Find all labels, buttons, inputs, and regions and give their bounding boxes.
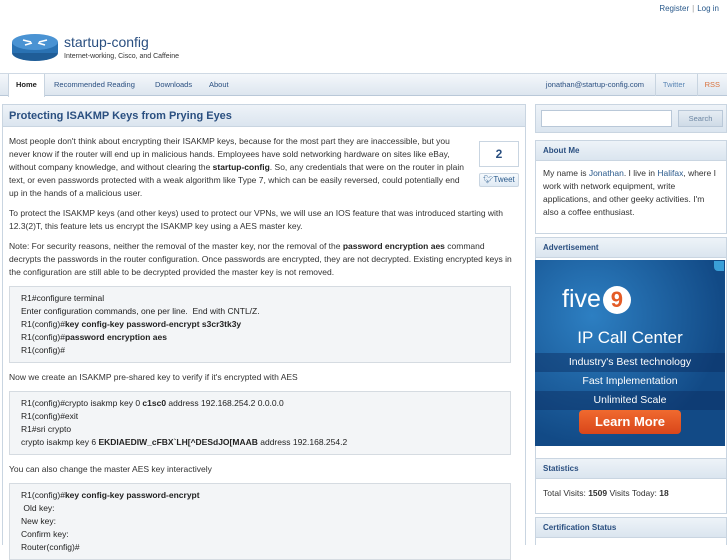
paragraph-note bbox=[9, 240, 519, 279]
ad-headline: IP Call Center bbox=[577, 328, 683, 347]
router-logo-icon[interactable] bbox=[11, 32, 59, 62]
code-line: New key: bbox=[21, 516, 56, 526]
code-line bbox=[21, 489, 499, 502]
ad-line: Industry's Best technology bbox=[535, 353, 725, 372]
text: 9 bbox=[603, 286, 631, 314]
login-link[interactable]: Log in bbox=[697, 4, 719, 13]
code-line: R1(config)# bbox=[21, 345, 65, 355]
text: command decrypts the passwords in the router configuration. Once passwords are encrypted, they are not decrypted. Existing encrypted keys in the configuration are still able to be decrypted provided the master key is not removed. bbox=[9, 241, 512, 277]
code-line bbox=[21, 318, 499, 331]
nav-about[interactable]: About bbox=[209, 80, 229, 89]
ad-brand-logo bbox=[562, 285, 631, 314]
post-title[interactable]: Protecting ISAKMP Keys from Prying Eyes bbox=[9, 110, 232, 122]
text-bold: EKDIAEDIW_cFBX`LH[^DESdJO[MAAB bbox=[98, 437, 258, 447]
code-line bbox=[21, 397, 499, 410]
post-title-bar bbox=[3, 105, 525, 127]
ad-line: Unlimited Scale bbox=[535, 391, 725, 410]
code-line: Confirm key: bbox=[21, 529, 69, 539]
share-widget bbox=[479, 141, 519, 187]
code-line: Old key: bbox=[21, 503, 55, 513]
site-tagline: Internet-working, Cisco, and Caffeine bbox=[64, 53, 180, 60]
text: . I live in bbox=[623, 168, 658, 178]
paragraph-intro bbox=[9, 135, 467, 200]
ad-line: Fast Implementation bbox=[582, 375, 678, 387]
sidebar bbox=[535, 104, 727, 545]
code-line: Enter configuration commands, one per line. End with CNTL/Z. bbox=[21, 306, 260, 316]
paragraph-create-key: Now we create an ISAKMP pre-shared key to verify if it's encrypted with AES bbox=[9, 372, 298, 382]
code-line bbox=[21, 331, 499, 344]
text: Visits Today: bbox=[607, 488, 660, 498]
text-bold: key config-key password-encrypt bbox=[64, 490, 200, 500]
text-bold: startup-config bbox=[212, 162, 270, 172]
code-line: Router(config)# bbox=[21, 542, 80, 552]
visits-today: 18 bbox=[659, 488, 669, 498]
ad-learn-more-button[interactable]: Learn More bbox=[579, 410, 681, 434]
text-bold: key config-key password-encrypt s3cr3tk3y bbox=[64, 319, 242, 329]
nav-email[interactable]: jonathan@startup-config.com bbox=[545, 80, 644, 89]
advertisement-title: Advertisement bbox=[536, 238, 726, 258]
text: R1(config)#crypto isakmp key 0 bbox=[21, 398, 143, 408]
text-bold: password encryption aes bbox=[64, 332, 167, 342]
separator: | bbox=[692, 4, 695, 13]
text: address 192.168.254.2 bbox=[257, 437, 348, 447]
share-count: 2 bbox=[479, 141, 519, 167]
top-bar bbox=[0, 0, 727, 18]
text: . So, any credentials that were on the router in plain text, or even passwords protected with a weak algorithm like Type 7, which can be easily reversed, could potentially end up in the hands of a malicious user. bbox=[9, 162, 464, 198]
paragraph-change-key: You can also change the master AES key interactively bbox=[9, 464, 212, 474]
about-text bbox=[536, 161, 726, 225]
code-block-1 bbox=[9, 286, 511, 363]
code-block-2 bbox=[9, 391, 511, 455]
text: crypto isakmp key 6 bbox=[21, 437, 99, 447]
statistics-widget bbox=[535, 458, 727, 514]
nav-twitter[interactable]: Twitter bbox=[655, 74, 692, 96]
text: Most people don't think about encrypting their ISAKMP keys, because for the most part they are inaccessible, but you never know if the router will end up in malicious hands. Employees have sold networking hardware on sites like eBay, without company knowledge, and without clearing the bbox=[9, 136, 450, 172]
nav-rss[interactable]: RSS bbox=[697, 74, 727, 96]
main-nav bbox=[0, 73, 727, 96]
search-box bbox=[535, 104, 727, 133]
text: address 192.168.254.2 0.0.0.0 bbox=[166, 398, 284, 408]
ad-banner[interactable] bbox=[535, 260, 725, 446]
nav-recommended-reading[interactable]: Recommended Reading bbox=[54, 80, 135, 89]
code-line: R1(config)#exit bbox=[21, 411, 79, 421]
register-link[interactable]: Register bbox=[659, 4, 690, 13]
search-input[interactable] bbox=[541, 110, 672, 127]
about-title: About Me bbox=[536, 141, 726, 161]
nav-downloads[interactable]: Downloads bbox=[155, 80, 193, 89]
author-link[interactable]: Jonathan bbox=[588, 168, 624, 178]
text: , where I work with network equipment, write applications, and other geeky activities. I'm also a coffee enthusiast. bbox=[543, 168, 716, 217]
text: My name is bbox=[543, 168, 589, 178]
ad-choices-icon[interactable] bbox=[714, 261, 724, 271]
certification-widget bbox=[535, 517, 727, 545]
nav-home[interactable]: Home bbox=[8, 74, 45, 97]
city-link[interactable]: Halifax bbox=[657, 168, 684, 178]
site-header bbox=[0, 18, 727, 73]
paragraph-protect: To protect the ISAKMP keys (and other keys) used to protect our VPNs, we will use an IOS feature that was introduced starting with 12.3(2)T, this feature lets us encrypt the ISAKMP key using a AES master key. bbox=[9, 208, 504, 231]
text: R1(config)# bbox=[21, 319, 65, 329]
text: R1(config)# bbox=[21, 332, 65, 342]
site-title[interactable]: startup-config bbox=[64, 34, 149, 50]
search-button[interactable]: Search bbox=[678, 110, 723, 127]
total-visits: 1509 bbox=[588, 488, 608, 498]
text: Total Visits: bbox=[543, 488, 589, 498]
code-line bbox=[21, 436, 499, 449]
code-block-3 bbox=[9, 483, 511, 560]
text: Note: For security reasons, neither the removal of the master key, nor the removal of the bbox=[9, 241, 343, 251]
text-bold: c1sc0 bbox=[142, 398, 167, 408]
tweet-button[interactable] bbox=[479, 173, 519, 187]
post-container bbox=[2, 104, 526, 552]
tweet-label: Tweet bbox=[493, 175, 515, 184]
statistics-text bbox=[536, 479, 726, 506]
code-line: R1#sri crypto bbox=[21, 424, 72, 434]
statistics-title: Statistics bbox=[536, 459, 726, 479]
text: R1(config)# bbox=[21, 490, 65, 500]
twitter-bird-icon: 🐦︎ bbox=[483, 175, 494, 184]
certification-title: Certification Status bbox=[536, 518, 726, 538]
text-bold: password encryption aes bbox=[342, 241, 445, 251]
post-content bbox=[3, 127, 525, 560]
code-line: R1#configure terminal bbox=[21, 293, 105, 303]
text: five bbox=[562, 285, 601, 313]
top-links bbox=[659, 4, 719, 13]
about-widget bbox=[535, 140, 727, 234]
